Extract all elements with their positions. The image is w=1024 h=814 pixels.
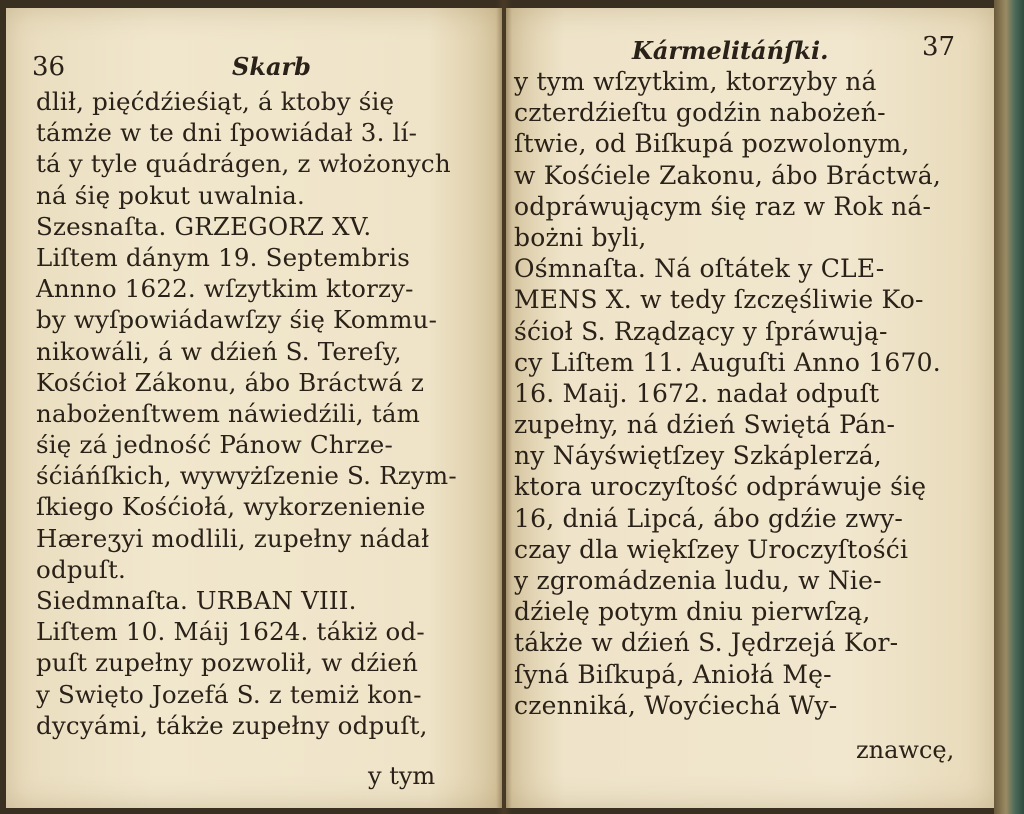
text-line: czay dla więkſzey Uroczyſtośći bbox=[514, 534, 909, 564]
running-head-right: Kármelitáńſki. bbox=[632, 36, 829, 65]
text-line: czterdźieſtu godźin nabożeń- bbox=[514, 98, 886, 128]
text-line: nikowáli, á w dźień S. Tereſy, bbox=[36, 336, 402, 366]
text-line: 16, dniá Lipcá, ábo gdźie zwy- bbox=[514, 503, 904, 533]
right-page-text bbox=[514, 66, 941, 721]
text-line: ny Náyświętſzey Szkáplerzá, bbox=[514, 441, 882, 471]
text-line: Kośćioł Zákonu, ábo Bráctwá z bbox=[36, 367, 425, 397]
text-line: odpuſt. bbox=[36, 554, 126, 584]
catchword-left: y tym bbox=[368, 762, 436, 790]
text-line: odpráwującym śię raz w Rok ná- bbox=[514, 191, 932, 221]
text-line: ſyná Biſkupá, Aniołá Mę- bbox=[514, 659, 832, 689]
text-line: tákże w dźień S. Jędrzejá Kor- bbox=[514, 628, 899, 658]
text-line: śię zá jedność Pánow Chrze- bbox=[36, 430, 393, 460]
text-line: Siedmnaſta. URBAN VIII. bbox=[36, 586, 357, 615]
text-line: w Kośćiele Zakonu, ábo Bráctwá, bbox=[514, 160, 941, 190]
text-line: puſt zupełny pozwolił, w dźień bbox=[36, 648, 419, 678]
running-head-left: Skarb bbox=[232, 52, 311, 81]
text-line: dźielę potym dniu pierwſzą, bbox=[514, 597, 871, 627]
text-line: Ośmnaſta. Ná oſtátek y CLE- bbox=[514, 254, 885, 284]
text-line: śćioł S. Rządzący y ſpráwują- bbox=[514, 316, 888, 346]
text-line: cy Liſtem 11. Auguſti Anno 1670. bbox=[514, 347, 941, 377]
text-line: MENS X. w tedy ſzczęśliwie Ko- bbox=[514, 285, 924, 315]
text-line: dlił, pięćdźieśiąt, á ktoby śię bbox=[36, 87, 395, 116]
page-number-left: 36 bbox=[32, 52, 66, 82]
text-line: nabożenſtwem náwiedźili, tám bbox=[36, 398, 421, 428]
text-line: ſkiego Kośćiołá, wykorzenienie bbox=[36, 492, 426, 522]
text-line: bożni byli, bbox=[514, 222, 647, 252]
text-line: czenniká, Woyćiechá Wy- bbox=[514, 690, 838, 720]
text-line: Hæreʒyi modlili, zupełny nádał bbox=[36, 523, 430, 553]
text-line: Liſtem 10. Máij 1624. tákiż od- bbox=[36, 617, 425, 647]
text-line: ná śię pokut uwalnia. bbox=[36, 180, 305, 210]
text-line: tá y tyle quádrágen, z włożonych bbox=[36, 149, 451, 179]
text-line: y zgromádzenia ludu, w Nie- bbox=[514, 566, 882, 595]
text-line: Szesnaſta. GRZEGORZ XV. bbox=[36, 211, 372, 241]
text-line: 16. Maij. 1672. nadał odpuſt bbox=[514, 378, 880, 408]
left-page-text bbox=[36, 86, 457, 741]
right-page bbox=[506, 8, 994, 808]
book-edge bbox=[994, 0, 1024, 814]
text-line: y tym wſzytkim, ktorzyby ná bbox=[514, 67, 877, 96]
text-line: y Swięto Jozefá S. z temiż kon- bbox=[36, 679, 422, 709]
text-line: dycyámi, tákże zupełny odpuſt, bbox=[36, 710, 428, 740]
left-page bbox=[6, 8, 502, 808]
gutter bbox=[496, 0, 512, 814]
text-line: ktora uroczyſtość odpráwuje śię bbox=[514, 472, 927, 502]
text-line: śćiáńſkich, wywyżſzenie S. Rzym- bbox=[36, 461, 457, 491]
text-line: zupełny, ná dźień Swiętá Pán- bbox=[514, 410, 896, 440]
page-number-right: 37 bbox=[922, 32, 956, 62]
text-line: ſtwie, od Biſkupá pozwolonym, bbox=[514, 129, 910, 159]
text-line: Liſtem dánym 19. Septembris bbox=[36, 242, 410, 272]
text-line: Annno 1622. wſzytkim ktorzy- bbox=[36, 274, 414, 304]
text-line: támże w te dni ſpowiádał 3. lí- bbox=[36, 118, 418, 148]
text-line: by wyſpowiádawſzy śię Kommu- bbox=[36, 305, 438, 335]
catchword-right: znawcę, bbox=[856, 736, 955, 764]
